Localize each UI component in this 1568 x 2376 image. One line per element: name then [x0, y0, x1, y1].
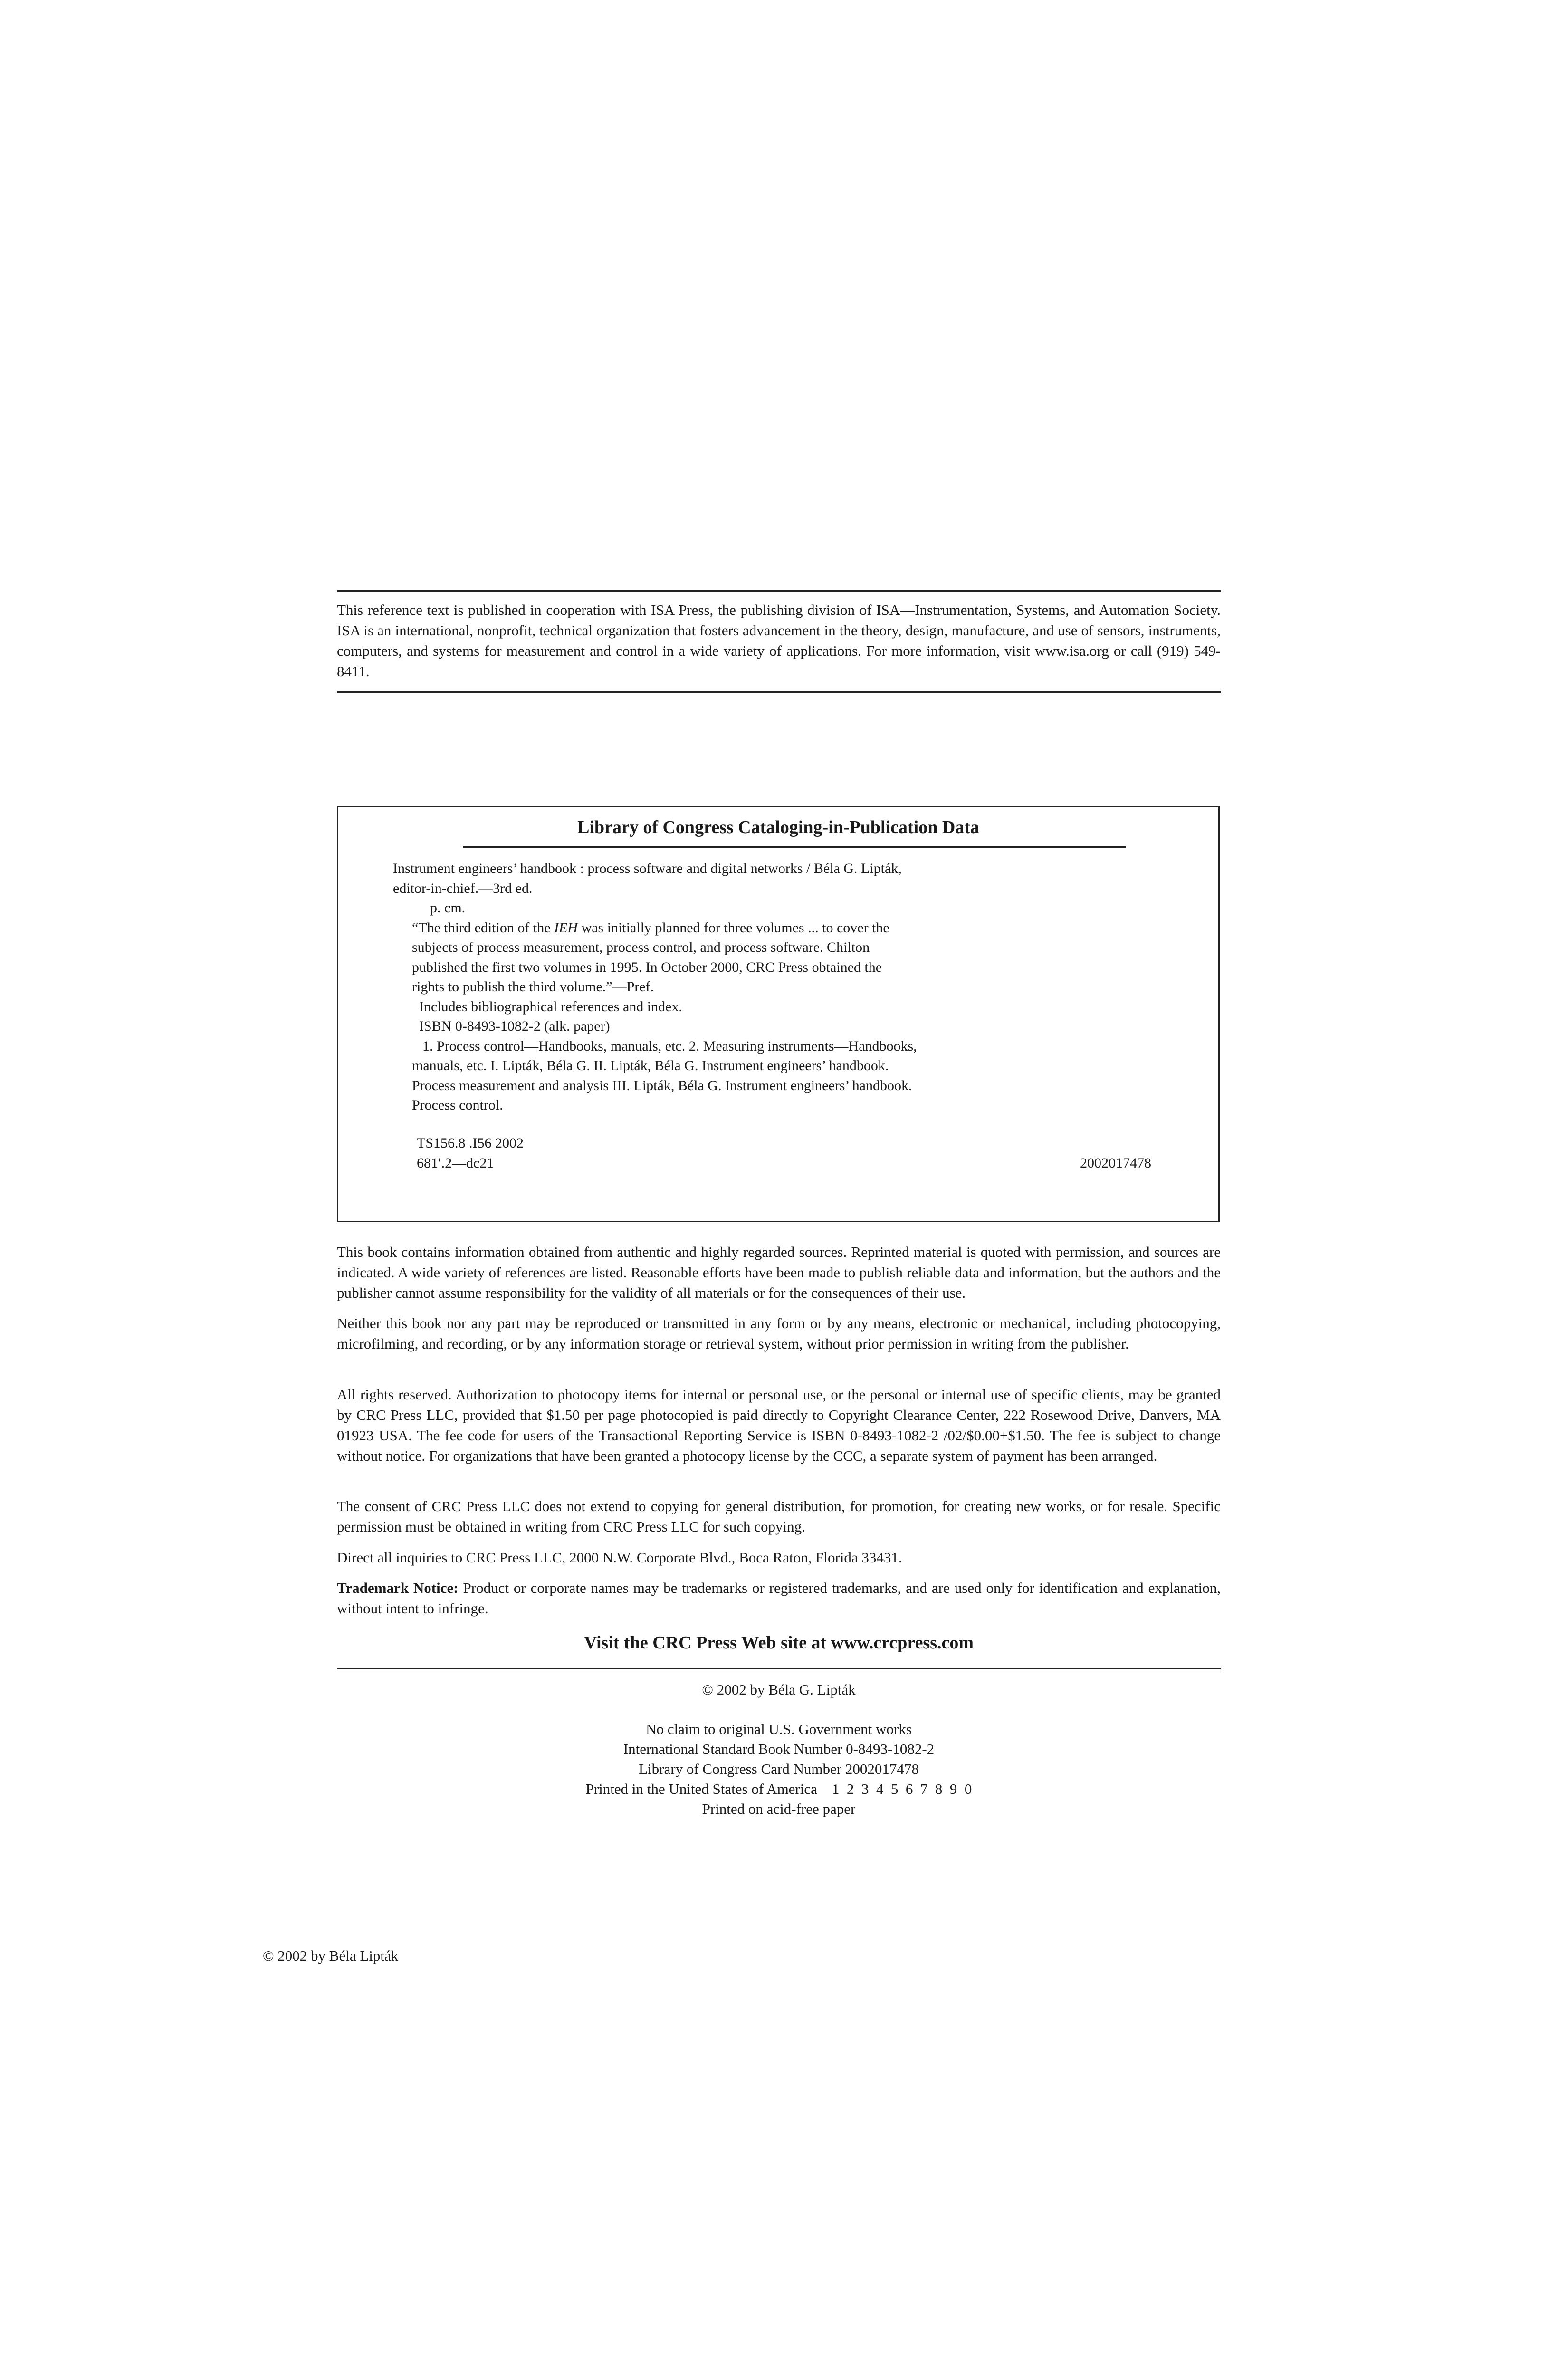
cip-quote-title: IEH	[554, 920, 578, 936]
cip-line: published the first two volumes in 1995. In October 2000, CRC Press obtained the	[412, 959, 882, 975]
cip-line: ISBN 0-8493-1082-2 (alk. paper)	[419, 1018, 610, 1034]
cip-line: p. cm.	[430, 900, 466, 916]
isa-bottom-rule	[337, 691, 1221, 693]
page-footer: © 2002 by Béla Lipták	[263, 1947, 399, 1964]
colophon-line: Printed on acid-free paper	[702, 1801, 856, 1817]
trademark-notice	[337, 1578, 1221, 1619]
cip-line: rights to publish the third volume.”—Pref.	[412, 979, 654, 995]
cip-quote-end: was initially planned for three volumes ... to cover the	[578, 920, 889, 936]
top-rule	[337, 590, 1221, 592]
copyright-line: © 2002 by Béla G. Lipták	[702, 1681, 856, 1698]
cip-record	[393, 859, 917, 1115]
cip-title: Library of Congress Cataloging-in-Publication Data	[577, 817, 979, 837]
cip-box	[337, 806, 1220, 1222]
call-number: TS156.8 .I56 2002	[417, 1135, 524, 1151]
cip-title-underline	[463, 846, 1126, 848]
cip-line: editor-in-chief.—3rd ed.	[393, 880, 533, 896]
cip-line: Process control.	[412, 1097, 503, 1113]
cip-line: Instrument engineers’ handbook : process software and digital networks / Béla G. Lipták,	[393, 861, 902, 876]
cip-line	[393, 918, 917, 938]
legal-paragraph-consent: The consent of CRC Press LLC does not extend to copying for general distribution, for promotion, for creating new works, or for resale. Specific permission must be obtained in writing from CRC Press LLC for such copying.	[337, 1498, 1221, 1535]
legal-paragraph-rights: All rights reserved. Authorization to photocopy items for internal or personal use, or the personal or internal use of specific clients, may be granted by CRC Press LLC, provided that $1.50 per page photocopied is paid directly to Copyright Clearance Center, 222 Rosewood Drive, Danvers, MA 01923 USA. The fee code for users of the Transactional Reporting Service is ISBN 0-8493-1082-2 /02/$0.00+$1.50. The fee is subject to change without notice. For organizations that have been granted a photocopy license by the CCC, a separate system of payment has been arranged.	[337, 1386, 1221, 1464]
lccn: 2002017478	[1080, 1155, 1151, 1171]
legal-paragraph-sources: This book contains information obtained from authentic and highly regarded sources. Reprinted material is quoted with permission, and sources are indicated. A wide variety of references are listed. Reasonable efforts have been made to publish reliable data and information, but the authors and the publisher cannot assume responsibility for the validity of all materials or for the consequences of their use.	[337, 1244, 1221, 1301]
legal-paragraph-reproduction: Neither this book nor any part may be reproduced or transmitted in any form or by any means, electronic or mechanical, including photocopying, microfilming, and recording, or by any information storage or retrieval system, without prior permission in writing from the publisher.	[337, 1315, 1221, 1352]
isa-notice: This reference text is published in cooperation with ISA Press, the publishing division of ISA—Instrumentation, Systems, and Automation Society. ISA is an international, nonprofit, technical organization that fosters advancement in the theory, design, manufacture, and use of sensors, instruments, computers, and systems for measurement and control in a wide variety of applications. For more information, visit www.isa.org or call (919) 549-8411.	[337, 602, 1221, 680]
visit-website-line: Visit the CRC Press Web site at www.crcpress.com	[583, 1633, 974, 1653]
visit-rule	[337, 1668, 1221, 1669]
trademark-text: Product or corporate names may be trademarks or registered trademarks, and are used only for identification and explanation, without intent to infringe.	[337, 1580, 1221, 1617]
cip-line: 1. Process control—Handbooks, manuals, etc. 2. Measuring instruments—Handbooks,	[422, 1038, 917, 1054]
colophon	[337, 1719, 1221, 1819]
colophon-line: No claim to original U.S. Government works	[646, 1721, 912, 1737]
cip-quote-start: “The third edition of the	[412, 920, 555, 936]
legal-paragraph-inquiries: Direct all inquiries to CRC Press LLC, 2000 N.W. Corporate Blvd., Boca Raton, Florida 33431.	[337, 1549, 902, 1566]
colophon-line: Library of Congress Card Number 2002017478	[639, 1761, 919, 1777]
colophon-line: Printed in the United States of America 1 2 3 4 5 6 7 8 9 0	[585, 1781, 972, 1797]
cip-line: Includes bibliographical references and index.	[419, 998, 682, 1015]
cip-line: manuals, etc. I. Lipták, Béla G. II. Lipták, Béla G. Instrument engineers’ handbook.	[412, 1058, 889, 1073]
cip-line: Process measurement and analysis III. Lipták, Béla G. Instrument engineers’ handbook.	[412, 1077, 912, 1093]
trademark-label: Trademark Notice:	[337, 1580, 459, 1596]
cip-line: subjects of process measurement, process control, and process software. Chilton	[412, 939, 870, 955]
colophon-line: International Standard Book Number 0-8493-1082-2	[623, 1741, 935, 1757]
classification-number: 681′.2—dc21	[417, 1155, 494, 1171]
